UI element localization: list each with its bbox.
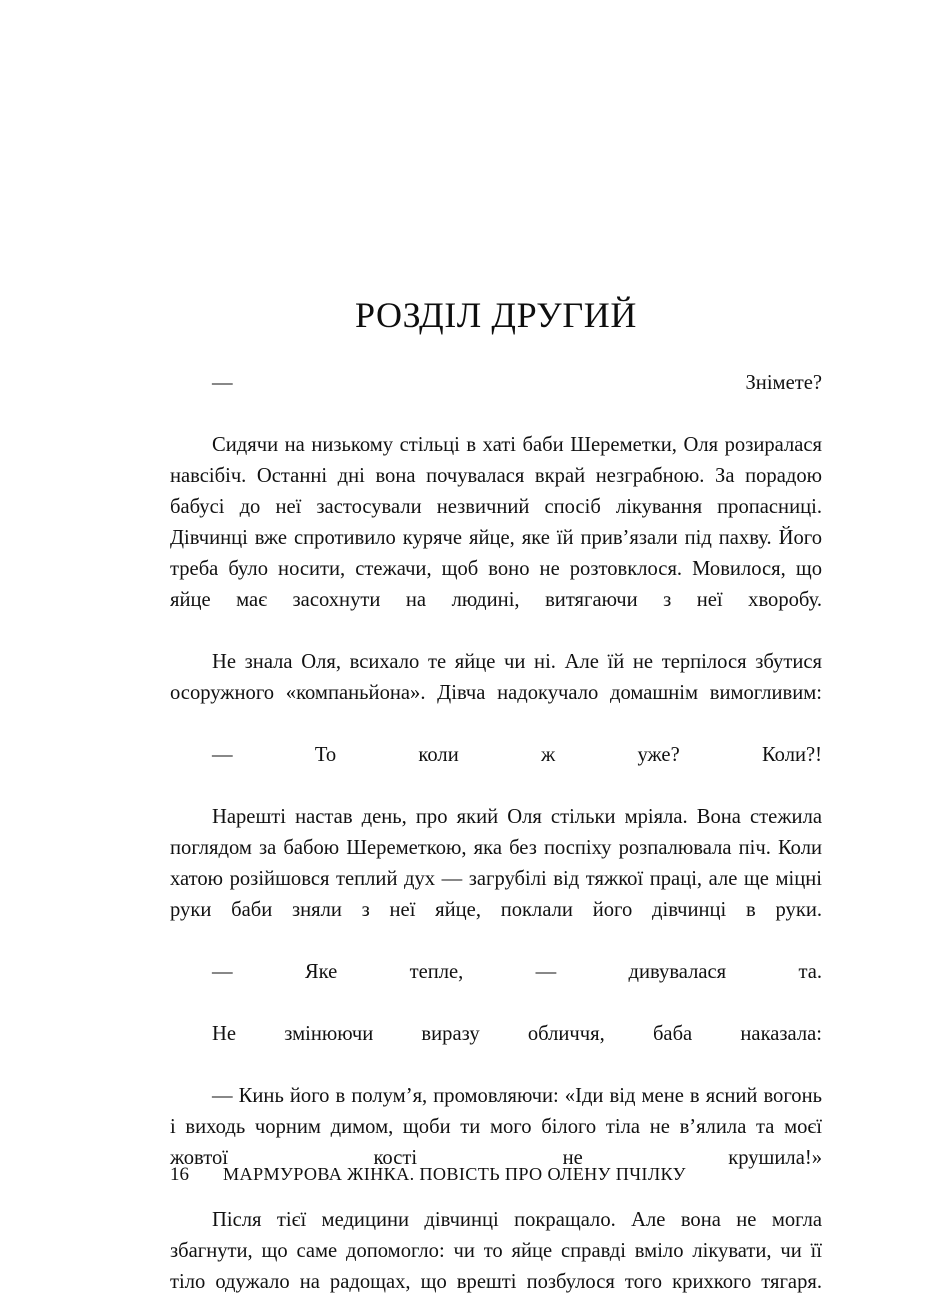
paragraph: Не знала Оля, всихало те яйце чи ні. Але їй не терпілося збутися осоружного «компаньйона». Дівча надокучало домашнім вимогливим: xyxy=(170,650,822,704)
page-text-block xyxy=(170,0,822,1312)
running-head: МАРМУРОВА ЖІНКА. ПОВІСТЬ ПРО ОЛЕНУ ПЧІЛКУ xyxy=(223,1164,686,1184)
chapter-title: РОЗДІЛ ДРУГИЙ xyxy=(354,295,638,335)
page-footer xyxy=(170,1165,686,1184)
paragraph: — То коли ж уже? Коли?! xyxy=(212,743,822,766)
paragraph: Сидячи на низькому стільці в хаті баби Шереметки, Оля розиралася навсібіч. Останні дні вона почувалася вкрай незграбною. За порадою бабусі до неї застосували незвичний спосіб лікування пропасниці. Дівчинці вже спротивило куряче яйце, яке їй прив’язали під пахву. Його треба було носити, стежачи, щоб воно не розтовклося. Мовилося, що яйце має засохнути на людині, витягаючи з неї хворобу. xyxy=(170,433,822,611)
paragraph: Нарешті настав день, про який Оля стільки мріяла. Вона стежила поглядом за бабою Шереметкою, яка без поспіху розпалювала піч. Коли хатою розійшовся теплий дух — загрубілі від тяжкої праці, але ще міцні руки баби зняли з неї яйце, поклали його дівчинці в руки. xyxy=(170,805,822,921)
paragraph: Після тієї медицини дівчинці покращало. Але вона не могла збагнути, що саме допомогло: чи то яйце справді вміло лікувати, чи її тіло одужало на радощах, що врешті позбулося того крихкого тягаря. xyxy=(170,1208,822,1293)
paragraph: Не змінюючи виразу обличчя, баба наказала: xyxy=(212,1022,822,1045)
paragraph: — Яке тепле, — дивувалася та. xyxy=(212,960,822,983)
paragraph: — Знімете? xyxy=(212,371,822,394)
page-number: 16 xyxy=(170,1164,189,1185)
paragraph: — Кинь його в полум’я, промовляючи: «Іди від мене в ясний вогонь і виходь чорним димом, щоби ти мого білого тіла не в’ялила та моєї жовтої кості не крушила!» xyxy=(170,1084,822,1169)
